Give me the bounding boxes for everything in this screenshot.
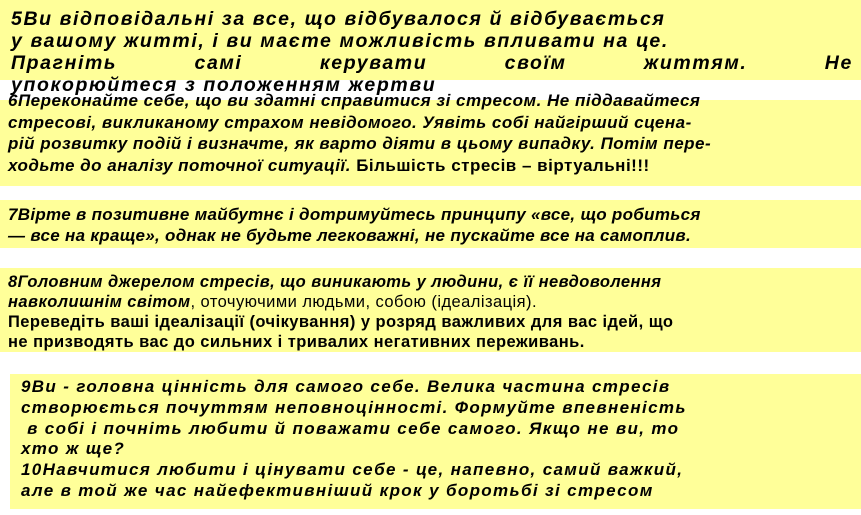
text-line: рій розвитку подій і визначте, як варто діяти в цьому випадку. Потім пере- bbox=[8, 134, 712, 153]
word: своїм bbox=[504, 52, 567, 74]
text-line bbox=[8, 155, 861, 177]
text-line-cut: упокорюйтеся з положенням жертви bbox=[11, 74, 437, 96]
text-line: 7Вірте в позитивне майбутнє і дотримуйтесь принципу «все, що робиться bbox=[8, 205, 701, 224]
text-line: не призводять вас до сильних і тривалих негативних переживань. bbox=[8, 333, 585, 351]
text-line: у вашому житті, і ви маєте можливість впливати на це. bbox=[11, 30, 669, 52]
text-line: але в той же час найефективніший крок у боротьбі зі стресом bbox=[21, 480, 654, 500]
normal-part: , оточуючими людьми, собою (ідеалізація). bbox=[190, 293, 538, 311]
text-line: — все на краще», однак не будьте легковажні, не пускайте все на самоплив. bbox=[8, 226, 691, 245]
word: Не bbox=[824, 52, 853, 74]
text-line: стресові, викликаному страхом невідомого. Уявіть собі найгірший сцена- bbox=[8, 112, 692, 132]
text-line: 10Навчитися любити і цінувати себе - це, напевно, самий важкий, bbox=[21, 460, 684, 480]
text-line: 6Переконайте себе, що ви здатні справитися зі стресом. Не піддавайтеся bbox=[8, 91, 701, 110]
word: життям. bbox=[643, 52, 748, 74]
advice-block-7 bbox=[0, 200, 861, 248]
advice-block-5 bbox=[0, 0, 861, 96]
text-line: Переведіть ваші ідеалізації (очікування) у розряд важливих для вас ідей, що bbox=[8, 313, 674, 331]
text-line: 8Головним джерелом стресів, що виникають у людини, є її невдоволення bbox=[8, 273, 662, 291]
italic-part: ходьте до аналізу поточної ситуації. bbox=[8, 155, 351, 175]
advice-block-9-10 bbox=[10, 374, 861, 509]
word: самі bbox=[194, 52, 243, 74]
text-line bbox=[8, 292, 861, 312]
word: керувати bbox=[319, 52, 428, 74]
text-line: хто ж ще? bbox=[21, 439, 126, 459]
advice-block-8 bbox=[0, 268, 861, 352]
text-line: 9Ви - головна цінність для самого себе. Велика частина стресів bbox=[21, 377, 671, 396]
bold-emphasis: Більшість стресів – віртуальні!!! bbox=[350, 155, 650, 175]
bold-italic-part: навколишнім світом bbox=[8, 293, 191, 311]
advice-block-6 bbox=[0, 91, 861, 186]
text-line-justified bbox=[11, 52, 853, 74]
text-line: створюється почуттям неповноцінності. Формуйте впевненість bbox=[21, 397, 687, 417]
word: Прагніть bbox=[11, 52, 118, 74]
text-line: в собі і почніть любити й поважати себе самого. Якщо не ви, то bbox=[21, 418, 680, 438]
text-line: 5Ви відповідальні за все, що відбувалося й відбувається bbox=[11, 8, 666, 30]
